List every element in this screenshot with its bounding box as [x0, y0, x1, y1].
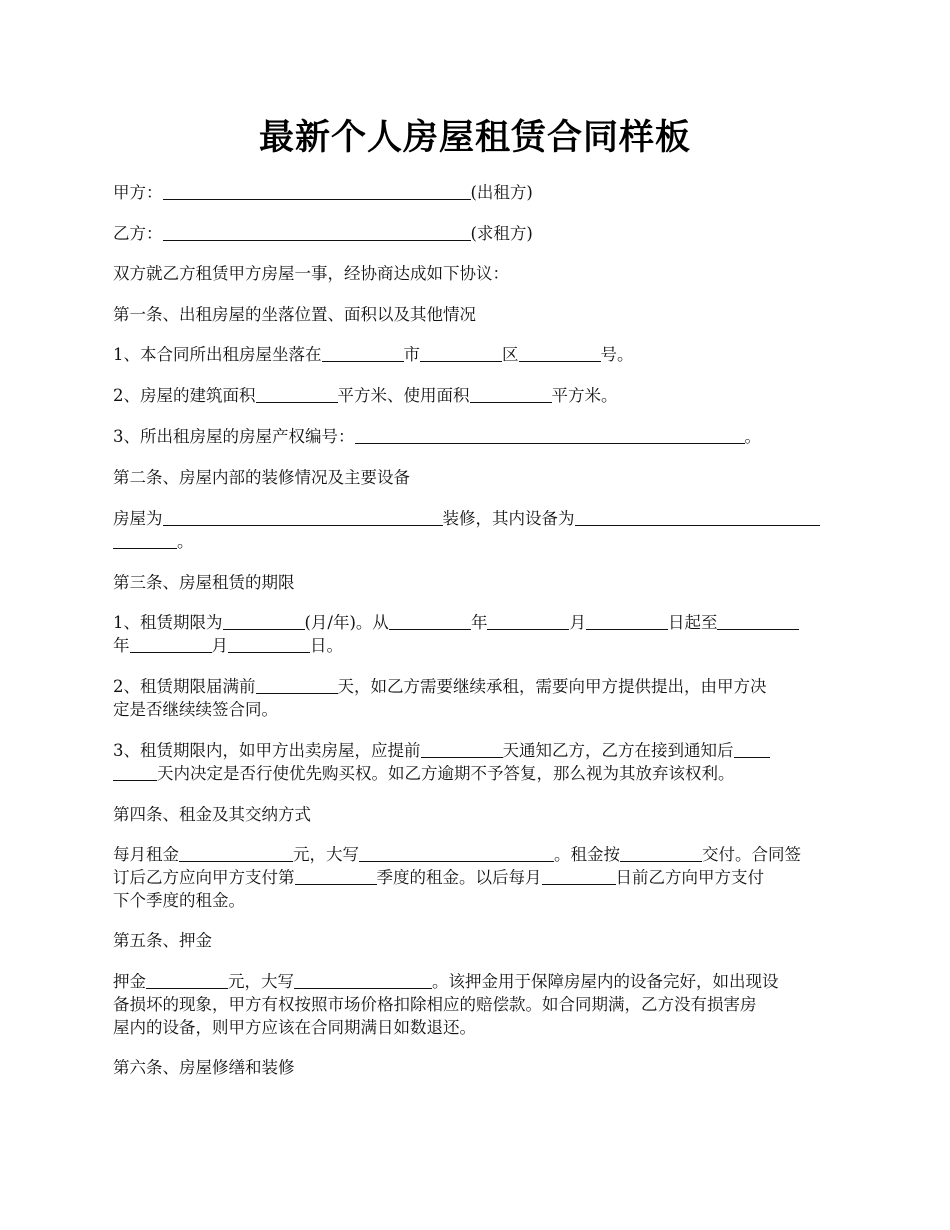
text-segment: (月/年)。从	[304, 613, 389, 632]
text-segment: 元，大写	[293, 845, 359, 864]
article-4-heading: 第四条、租金及其交纳方式	[113, 805, 311, 824]
blank-field	[421, 739, 503, 758]
text-segment: 。该押金用于保障房屋内的设备完好，如出现设	[432, 972, 779, 991]
text-segment: 。	[177, 532, 194, 551]
party-b-line	[113, 222, 839, 245]
blank-field	[359, 843, 554, 862]
article-3-item-3-line-1	[113, 739, 839, 762]
article-3-item-1-line-2	[113, 634, 839, 657]
blank-field	[179, 843, 293, 862]
text-segment: 。	[744, 427, 761, 446]
blank-field	[519, 343, 601, 362]
text-segment: 日前乙方向甲方支付	[615, 868, 764, 887]
blank-field	[295, 866, 377, 885]
text-segment: 订后乙方应向甲方支付第	[113, 868, 295, 887]
article-2-heading: 第二条、房屋内部的装修情况及主要设备	[113, 468, 410, 487]
article-4-line-1	[113, 843, 839, 866]
blank-field	[586, 611, 668, 630]
text-segment: 天通知乙方，乙方在接到通知后	[502, 741, 734, 760]
article-3-item-2-line-1	[113, 675, 839, 698]
text-segment: 天，如乙方需要继续承租，需要向甲方提供提出，由甲方决	[337, 677, 767, 696]
article-1-item-1	[113, 343, 839, 366]
blank-field	[294, 970, 432, 989]
party-b-role: (求租方)	[470, 224, 533, 243]
blank-field	[256, 384, 338, 403]
article-6-heading: 第六条、房屋修缮和装修	[113, 1058, 295, 1077]
party-a-line	[113, 181, 839, 204]
blank-field	[575, 507, 820, 526]
document-title: 最新个人房屋租赁合同样板	[258, 117, 691, 158]
article-1-heading: 第一条、出租房屋的坐落位置、面积以及其他情况	[113, 305, 476, 324]
article-3-item-1-line-1	[113, 611, 839, 634]
text-segment: 季度的租金。以后每月	[376, 868, 542, 887]
article-1-item-2	[113, 384, 839, 407]
party-a-label: 甲方：	[113, 183, 163, 202]
text-segment: 每月租金	[113, 845, 179, 864]
blank-field	[734, 739, 770, 758]
article-4-line-2	[113, 866, 839, 889]
blank-field	[355, 425, 745, 444]
blank-field	[163, 507, 443, 526]
party-b-label: 乙方：	[113, 224, 163, 243]
blank-field	[487, 611, 569, 630]
article-5-line-1	[113, 970, 839, 993]
text-segment: 号。	[600, 345, 634, 364]
text-segment: 2、房屋的建筑面积	[113, 386, 256, 405]
text-segment: 1、本合同所出租房屋坐落在	[113, 345, 322, 364]
text-segment: 1、租赁期限为	[113, 613, 223, 632]
article-2-line-1	[113, 507, 839, 530]
text-segment: 押金	[113, 972, 146, 991]
article-5-heading: 第五条、押金	[113, 931, 212, 950]
article-4-line-3: 下个季度的租金。	[113, 891, 245, 910]
blank-field	[223, 611, 305, 630]
text-segment: 年	[470, 613, 488, 632]
text-segment: 平方米。	[551, 386, 618, 405]
blank-field	[420, 343, 502, 362]
blank-field	[146, 970, 228, 989]
blank-field	[163, 181, 471, 200]
text-segment: 月	[569, 613, 586, 632]
text-segment: 天内决定是否行使优先购买权。如乙方逾期不予答复，那么视为其放弃该权利。	[157, 764, 735, 783]
intro-paragraph: 双方就乙方租赁甲方房屋一事，经协商达成如下协议：	[113, 264, 509, 283]
blank-field	[163, 222, 471, 241]
text-segment: 交付。合同签	[702, 845, 801, 864]
text-segment: 日起至	[667, 613, 718, 632]
text-segment: 月	[211, 636, 228, 655]
text-segment: 2、租赁期限届满前	[113, 677, 256, 696]
text-segment: 3、租赁期限内，如甲方出卖房屋，应提前	[113, 741, 421, 760]
text-segment: 市	[403, 345, 420, 364]
blank-field	[113, 530, 177, 549]
blank-field	[717, 611, 799, 630]
party-a-role: (出租方)	[470, 183, 533, 202]
article-2-line-2	[113, 530, 839, 553]
article-3-item-2-line-2: 定是否继续续签合同。	[113, 700, 278, 719]
text-segment: 房屋为	[113, 509, 163, 528]
blank-field	[542, 866, 616, 885]
article-1-item-3	[113, 425, 839, 448]
text-segment: 装修，其内设备为	[442, 509, 575, 528]
blank-field	[322, 343, 404, 362]
blank-field	[130, 634, 212, 653]
blank-field	[389, 611, 471, 630]
text-segment: 。租金按	[554, 845, 620, 864]
text-segment: 平方米、使用面积	[337, 386, 470, 405]
blank-field	[470, 384, 552, 403]
text-segment: 日。	[310, 636, 343, 655]
article-3-heading: 第三条、房屋租赁的期限	[113, 573, 295, 592]
text-segment: 3、所出租房屋的房屋产权编号：	[113, 427, 355, 446]
text-segment: 年	[113, 636, 130, 655]
article-5-line-3: 屋内的设备，则甲方应该在合同期满日如数退还。	[113, 1018, 476, 1037]
text-segment: 区	[502, 345, 519, 364]
article-3-item-3-line-2	[113, 762, 839, 785]
blank-field	[620, 843, 702, 862]
blank-field	[228, 634, 310, 653]
blank-field	[256, 675, 338, 694]
blank-field	[113, 762, 157, 781]
article-5-line-2: 备损坏的现象，甲方有权按照市场价格扣除相应的赔偿款。如合同期满，乙方没有损害房	[113, 995, 757, 1014]
text-segment: 元，大写	[228, 972, 294, 991]
